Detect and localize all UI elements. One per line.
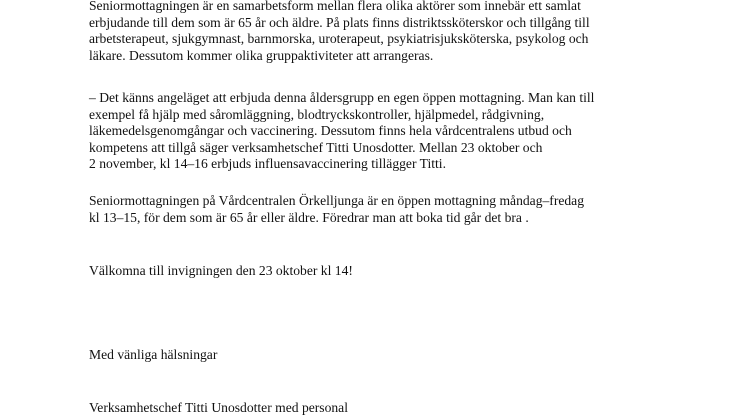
paragraph-greeting — [89, 347, 217, 364]
text-line: Välkomna till invigningen den 23 oktober kl 14! — [89, 263, 353, 278]
text-line: Seniormottagningen är en samarbetsform mellan flera olika aktörer som innebär ett samlat — [89, 0, 581, 13]
text-line: Med vänliga hälsningar — [89, 347, 218, 362]
text-line: – Det känns angeläget att erbjuda denna åldersgrupp en egen öppen mottagning. Man kan till — [89, 90, 595, 105]
text-line: Verksamhetschef Titti Unosdotter med personal — [89, 400, 348, 415]
paragraph-welcome — [89, 263, 353, 280]
text-line: exempel få hjälp med såromläggning, blodtryckskontroller, hjälpmedel, rådgivning, — [89, 106, 545, 122]
paragraph-signature — [89, 400, 348, 417]
text-line: arbetsterapeut, sjukgymnast, barnmorska, uroterapeut, psykiatrisjuksköterska, psykolog och — [89, 31, 589, 47]
paragraph-quote — [89, 90, 594, 173]
text-line: 2 november, kl 14–16 erbjuds influensavaccinering tillägger Titti. — [89, 156, 446, 172]
text-line: kl 13–15, för dem som är 65 år eller äldre. Föredrar man att boka tid går det bra . — [89, 209, 529, 225]
text-line: läkemedelsgenomgångar och vaccinering. Dessutom finns hela vårdcentralens utbud och — [89, 123, 572, 139]
text-line: kompetens att tillgå säger verksamhetschef Titti Unosdotter. Mellan 23 oktober och — [89, 139, 543, 155]
paragraph-opening-hours — [89, 193, 584, 226]
text-line: Seniormottagningen på Vårdcentralen Örkelljunga är en öppen mottagning måndag–fredag — [89, 193, 585, 208]
paragraph-intro — [89, 0, 590, 64]
text-line: erbjudande till dem som är 65 år och äldre. På plats finns distriktssköterskor och tillgång till — [89, 14, 590, 30]
text-line: läkare. Dessutom kommer olika gruppaktiviteter att arrangeras. — [89, 47, 434, 63]
